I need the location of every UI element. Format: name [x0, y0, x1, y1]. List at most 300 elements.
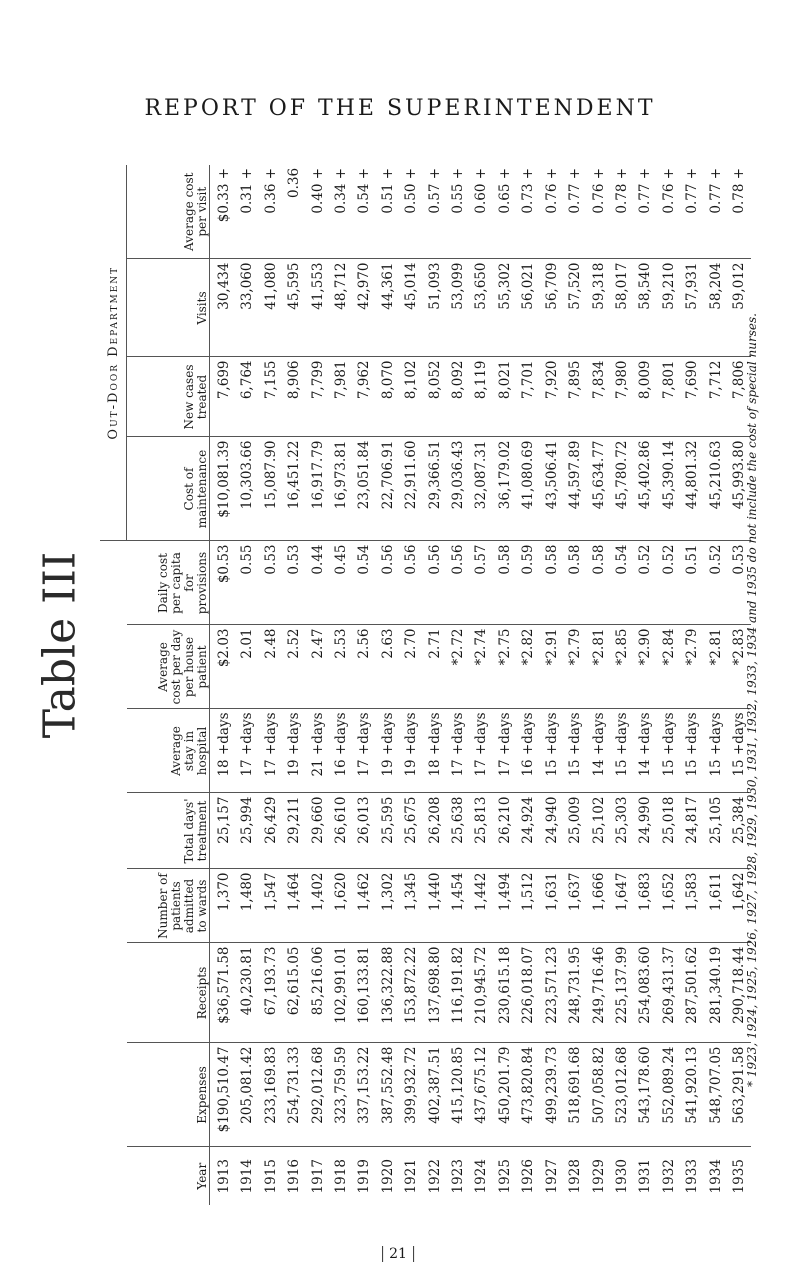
table-cell: 541,920.13 — [681, 1043, 704, 1147]
table-row — [517, 165, 540, 1205]
table-cell: 7,962 — [353, 357, 376, 437]
table-cell: 1,620 — [330, 869, 353, 943]
table-cell: 25,303 — [611, 793, 634, 869]
table-cell: 0.77 + — [567, 167, 584, 214]
table-cell: 290,718.44 — [728, 943, 751, 1043]
table-cell: 0.76 + — [660, 167, 677, 214]
table-cell: 40,230.81 — [236, 943, 259, 1043]
table-cell: 116,191.82 — [447, 943, 470, 1043]
statistics-table — [100, 165, 751, 1205]
table-cell: 2.53 — [330, 625, 353, 709]
table-cell: 0.34 + — [333, 167, 350, 214]
table-cell: 7,834 — [588, 357, 611, 437]
table-cell: 543,178.60 — [634, 1043, 657, 1147]
table-cell: 437,675.12 — [470, 1043, 493, 1147]
table-cell: 53,650 — [470, 259, 493, 357]
table-cell: 24,940 — [541, 793, 564, 869]
table-cell: 0.77 + — [707, 167, 724, 214]
table-cell: 51,093 — [424, 259, 447, 357]
table-cell: 0.54 — [611, 541, 634, 625]
table-cell: 44,597.89 — [564, 437, 587, 541]
table-cell: 399,932.72 — [400, 1043, 423, 1147]
table-cell: 25,994 — [236, 793, 259, 869]
table-cell: 499,239.73 — [541, 1043, 564, 1147]
table-cell: $0.53 — [210, 541, 237, 625]
table-cell: *2.91 — [541, 625, 564, 709]
table-cell: 7,701 — [517, 357, 540, 437]
table-cell: 323,759.59 — [330, 1043, 353, 1147]
table-cell: 0.58 — [588, 541, 611, 625]
table-cell: 8,092 — [447, 357, 470, 437]
table-cell: 16 +days — [517, 709, 540, 793]
table-cell: 25,102 — [588, 793, 611, 869]
table-cell: 7,699 — [210, 357, 237, 437]
table-cell: 0.60 + — [473, 167, 490, 214]
table-cell: 1930 — [611, 1147, 634, 1205]
table-cell: 0.53 — [283, 541, 306, 625]
table-cell: 0.53 — [260, 541, 283, 625]
table-row — [283, 165, 306, 1205]
table-cell: 21 +days — [307, 709, 330, 793]
table-cell: *2.85 — [611, 625, 634, 709]
table-cell: 1,611 — [705, 869, 728, 943]
table-cell: 62,615.05 — [283, 943, 306, 1043]
table-cell: 30,434 — [210, 259, 237, 357]
table-row — [611, 165, 634, 1205]
table-cell: 25,018 — [658, 793, 681, 869]
table-cell: 1,302 — [377, 869, 400, 943]
table-cell: 7,920 — [541, 357, 564, 437]
col-visits: Visits — [127, 259, 210, 357]
table-cell: $190,510.47 — [210, 1043, 237, 1147]
table-cell: 45,014 — [400, 259, 423, 357]
table-cell: 0.56 — [424, 541, 447, 625]
table-cell: 1,464 — [283, 869, 306, 943]
table-cell: 26,208 — [424, 793, 447, 869]
table-cell: 0.76 + — [543, 167, 560, 214]
table-cell: 26,013 — [353, 793, 376, 869]
table-cell: 1921 — [400, 1147, 423, 1205]
table-cell: 0.55 + — [450, 167, 467, 214]
table-cell: 226,018.07 — [517, 943, 540, 1043]
table-cell: 29,211 — [283, 793, 306, 869]
table-cell: 15 +days — [564, 709, 587, 793]
table-cell: 7,895 — [564, 357, 587, 437]
table-cell: 0.51 — [681, 541, 704, 625]
table-cell: 25,384 — [728, 793, 751, 869]
table-cell: 0.53 — [728, 541, 751, 625]
table-row — [634, 165, 657, 1205]
table-cell: 0.77 + — [684, 167, 701, 214]
table-cell: 0.40 + — [309, 167, 326, 214]
table-cell: 16,917.79 — [307, 437, 330, 541]
table-cell: 17 +days — [236, 709, 259, 793]
table-cell: 0.54 + — [356, 167, 373, 214]
col-new-cases: New cases treated — [127, 357, 210, 437]
table-cell: 14 +days — [634, 709, 657, 793]
table-cell: 8,102 — [400, 357, 423, 437]
table-cell: 254,731.33 — [283, 1043, 306, 1147]
table-cell: 56,709 — [541, 259, 564, 357]
table-cell: 230,615.18 — [494, 943, 517, 1043]
table-cell: 0.36 — [286, 167, 303, 199]
table-cell: 1,647 — [611, 869, 634, 943]
table-cell: 1,637 — [564, 869, 587, 943]
table-cell: 29,366.51 — [424, 437, 447, 541]
table-cell: 36,179.02 — [494, 437, 517, 541]
table-cell: 548,707.05 — [705, 1043, 728, 1147]
table-cell: 6,764 — [236, 357, 259, 437]
table-cell: 1,462 — [353, 869, 376, 943]
table-cell: 1922 — [424, 1147, 447, 1205]
table-cell: 1923 — [447, 1147, 470, 1205]
table-cell: 1916 — [283, 1147, 306, 1205]
footnote: * 1923, 1924, 1925, 1926, 1927, 1928, 1929, 1930, 1931, 1932, 1933, 1934 and 1935 do not include the cost of special nurses. — [745, 313, 759, 1087]
table-cell: 41,553 — [307, 259, 330, 357]
table-cell: 1,666 — [588, 869, 611, 943]
table-cell: 15 +days — [658, 709, 681, 793]
table-cell: 8,021 — [494, 357, 517, 437]
col-expenses: Expenses — [127, 1043, 210, 1147]
table-cell: 25,813 — [470, 793, 493, 869]
table-cell: 22,706.91 — [377, 437, 400, 541]
table-cell: *2.79 — [564, 625, 587, 709]
table-cell: 2.70 — [400, 625, 423, 709]
table-row — [588, 165, 611, 1205]
table-cell: 24,924 — [517, 793, 540, 869]
table-cell: 17 +days — [494, 709, 517, 793]
table-cell: *2.74 — [470, 625, 493, 709]
table-cell: 1926 — [517, 1147, 540, 1205]
table-cell: 507,058.82 — [588, 1043, 611, 1147]
table-cell: 8,009 — [634, 357, 657, 437]
table-cell: 1913 — [210, 1147, 237, 1205]
table-cell: 0.45 — [330, 541, 353, 625]
table-row — [681, 165, 704, 1205]
table-cell: 1,631 — [541, 869, 564, 943]
outdoor-department-header: Out-Door Department — [100, 165, 127, 541]
table-cell: 210,945.72 — [470, 943, 493, 1043]
table-cell: 1933 — [681, 1147, 704, 1205]
table-row — [541, 165, 564, 1205]
table-cell: 15 +days — [611, 709, 634, 793]
col-visit-cost: Average cost per visit — [127, 165, 210, 259]
table-cell: 2.71 — [424, 625, 447, 709]
table-cell: 1,370 — [210, 869, 237, 943]
table-cell: 1,652 — [658, 869, 681, 943]
table-cell: 0.58 — [564, 541, 587, 625]
table-cell: 23,051.84 — [353, 437, 376, 541]
table-cell: 523,012.68 — [611, 1043, 634, 1147]
table-cell: 26,210 — [494, 793, 517, 869]
table-cell: 1918 — [330, 1147, 353, 1205]
table-cell: 0.31 + — [239, 167, 256, 214]
table-cell: 7,155 — [260, 357, 283, 437]
table-cell: *2.75 — [494, 625, 517, 709]
table-cell: 1929 — [588, 1147, 611, 1205]
table-cell: 25,675 — [400, 793, 423, 869]
table-title: Table III — [34, 551, 86, 739]
table-cell: 225,137.99 — [611, 943, 634, 1043]
table-cell: 2.56 — [353, 625, 376, 709]
table-cell: 552,089.24 — [658, 1043, 681, 1147]
table-cell: 287,501.62 — [681, 943, 704, 1043]
table-cell: 19 +days — [377, 709, 400, 793]
table-cell: 8,070 — [377, 357, 400, 437]
table-cell: 41,080 — [260, 259, 283, 357]
table-cell: 0.78 + — [613, 167, 630, 214]
table-cell: 1931 — [634, 1147, 657, 1205]
table-row — [236, 165, 259, 1205]
col-cost-day: Average cost per day per house patient — [127, 625, 210, 709]
table-cell: 18 +days — [210, 709, 237, 793]
table-cell: 44,361 — [377, 259, 400, 357]
table-cell: 248,731.95 — [564, 943, 587, 1043]
table-cell: 45,210.63 — [705, 437, 728, 541]
table-cell: 16 +days — [330, 709, 353, 793]
table-cell: 16,973.81 — [330, 437, 353, 541]
rotated-table-area — [100, 165, 747, 1205]
table-cell: 7,806 — [728, 357, 751, 437]
table-row — [564, 165, 587, 1205]
table-cell: 223,571.23 — [541, 943, 564, 1043]
table-cell: $0.33 + — [216, 167, 232, 223]
table-cell: 15 +days — [728, 709, 751, 793]
table-cell: 1,480 — [236, 869, 259, 943]
table-cell: 33,060 — [236, 259, 259, 357]
table-cell: 25,105 — [705, 793, 728, 869]
table-row — [307, 165, 330, 1205]
table-cell: 57,931 — [681, 259, 704, 357]
table-cell: 25,157 — [210, 793, 237, 869]
table-cell: 56,021 — [517, 259, 540, 357]
table-cell: 1928 — [564, 1147, 587, 1205]
table-cell: 43,506.41 — [541, 437, 564, 541]
table-cell: 137,698.80 — [424, 943, 447, 1043]
table-cell: 0.59 — [517, 541, 540, 625]
table-cell: 15 +days — [705, 709, 728, 793]
table-cell: 450,201.79 — [494, 1043, 517, 1147]
table-cell: 85,216.06 — [307, 943, 330, 1043]
table-cell: 0.51 + — [379, 167, 396, 214]
table-cell: 1,402 — [307, 869, 330, 943]
table-cell: 22,911.60 — [400, 437, 423, 541]
table-cell: 18 +days — [424, 709, 447, 793]
table-cell: 45,993.80 — [728, 437, 751, 541]
table-cell: 8,906 — [283, 357, 306, 437]
table-cell: 0.58 — [494, 541, 517, 625]
col-cost-provisions: Daily cost per capita for provisions — [127, 541, 210, 625]
table-cell: 15,087.90 — [260, 437, 283, 541]
table-cell: 59,012 — [728, 259, 751, 357]
col-days: Total days' treatment — [127, 793, 210, 869]
table-cell: 32,087.31 — [470, 437, 493, 541]
table-cell: 0.58 — [541, 541, 564, 625]
table-row — [400, 165, 423, 1205]
table-cell: 269,431.37 — [658, 943, 681, 1043]
table-cell: 57,520 — [564, 259, 587, 357]
table-cell: 0.56 — [447, 541, 470, 625]
page-number: 21 — [382, 1246, 414, 1262]
table-cell: *2.81 — [705, 625, 728, 709]
table-cell: 26,610 — [330, 793, 353, 869]
table-cell: 7,690 — [681, 357, 704, 437]
table-cell: 25,595 — [377, 793, 400, 869]
table-row — [210, 165, 237, 1205]
table-cell: 153,872.22 — [400, 943, 423, 1043]
table-cell: 0.36 + — [262, 167, 279, 214]
table-cell: 2.52 — [283, 625, 306, 709]
table-cell: 0.56 — [377, 541, 400, 625]
rotated-table — [100, 165, 747, 1205]
table-cell: 10,303.66 — [236, 437, 259, 541]
table-cell: 2.47 — [307, 625, 330, 709]
table-cell: 249,716.46 — [588, 943, 611, 1043]
table-cell: 473,820.84 — [517, 1043, 540, 1147]
table-cell: 25,009 — [564, 793, 587, 869]
table-cell: 16,451.22 — [283, 437, 306, 541]
table-cell: 45,780.72 — [611, 437, 634, 541]
table-row — [377, 165, 400, 1205]
col-avg-stay: Average stay in hospital — [127, 709, 210, 793]
table-cell: 1919 — [353, 1147, 376, 1205]
table-row — [470, 165, 493, 1205]
table-cell: 8,119 — [470, 357, 493, 437]
table-cell: 26,429 — [260, 793, 283, 869]
table-cell: 25,638 — [447, 793, 470, 869]
table-cell: 0.65 + — [496, 167, 513, 214]
table-cell: $36,571.58 — [210, 943, 237, 1043]
table-cell: 292,012.68 — [307, 1043, 330, 1147]
table-row — [330, 165, 353, 1205]
table-cell: 281,340.19 — [705, 943, 728, 1043]
table-cell: 0.44 — [307, 541, 330, 625]
table-row — [353, 165, 376, 1205]
table-cell: 45,390.14 — [658, 437, 681, 541]
table-cell: 402,387.51 — [424, 1043, 447, 1147]
table-cell: 0.52 — [634, 541, 657, 625]
table-cell: 2.63 — [377, 625, 400, 709]
table-cell: 55,302 — [494, 259, 517, 357]
table-row — [658, 165, 681, 1205]
table-cell: 17 +days — [353, 709, 376, 793]
col-receipts: Receipts — [127, 943, 210, 1043]
table-cell: 0.78 + — [730, 167, 747, 214]
table-cell: 42,970 — [353, 259, 376, 357]
table-cell: 1915 — [260, 1147, 283, 1205]
table-cell: 24,817 — [681, 793, 704, 869]
table-cell: *2.82 — [517, 625, 540, 709]
col-year: Year — [127, 1147, 210, 1205]
table-row — [705, 165, 728, 1205]
table-cell: 1932 — [658, 1147, 681, 1205]
table-cell: 1935 — [728, 1147, 751, 1205]
table-cell: 45,595 — [283, 259, 306, 357]
table-cell: 59,210 — [658, 259, 681, 357]
table-cell: 7,801 — [658, 357, 681, 437]
table-cell: 0.57 — [470, 541, 493, 625]
table-cell: 58,204 — [705, 259, 728, 357]
table-cell: 44,801.32 — [681, 437, 704, 541]
table-cell: 1920 — [377, 1147, 400, 1205]
table-cell: 1934 — [705, 1147, 728, 1205]
table-cell: 0.77 + — [637, 167, 654, 214]
table-cell: 1924 — [470, 1147, 493, 1205]
table-body — [210, 165, 752, 1205]
table-cell: 160,133.81 — [353, 943, 376, 1043]
table-cell: 0.55 — [236, 541, 259, 625]
table-cell: 53,099 — [447, 259, 470, 357]
table-cell: 7,980 — [611, 357, 634, 437]
table-cell: 1,683 — [634, 869, 657, 943]
table-cell: 1927 — [541, 1147, 564, 1205]
table-cell: *2.84 — [658, 625, 681, 709]
table-cell: 518,691.68 — [564, 1043, 587, 1147]
table-cell: 67,193.73 — [260, 943, 283, 1043]
table-cell: 254,083.60 — [634, 943, 657, 1043]
table-cell: 19 +days — [283, 709, 306, 793]
table-row — [424, 165, 447, 1205]
table-cell: 45,634.77 — [588, 437, 611, 541]
table-cell: 0.73 + — [520, 167, 537, 214]
table-cell: 2.48 — [260, 625, 283, 709]
table-cell: 15 +days — [681, 709, 704, 793]
table-cell: 1917 — [307, 1147, 330, 1205]
table-cell: *2.90 — [634, 625, 657, 709]
table-cell: $2.03 — [210, 625, 237, 709]
table-cell: 19 +days — [400, 709, 423, 793]
table-cell: 0.50 + — [403, 167, 420, 214]
table-cell: 233,169.83 — [260, 1043, 283, 1147]
table-cell: 387,552.48 — [377, 1043, 400, 1147]
table-cell: *2.79 — [681, 625, 704, 709]
table-cell: 0.52 — [658, 541, 681, 625]
table-cell: 205,081.42 — [236, 1043, 259, 1147]
table-cell: 14 +days — [588, 709, 611, 793]
table-cell: *2.81 — [588, 625, 611, 709]
table-cell: *2.72 — [447, 625, 470, 709]
page-header: REPORT OF THE SUPERINTENDENT — [144, 96, 656, 121]
table-cell: *2.83 — [728, 625, 751, 709]
table-cell: 0.76 + — [590, 167, 607, 214]
table-cell: 102,991.01 — [330, 943, 353, 1043]
table-cell: 7,712 — [705, 357, 728, 437]
table-cell: 1,642 — [728, 869, 751, 943]
table-row — [260, 165, 283, 1205]
table-cell: 1914 — [236, 1147, 259, 1205]
table-cell: 48,712 — [330, 259, 353, 357]
table-cell: 29,036.43 — [447, 437, 470, 541]
table-cell: 41,080.69 — [517, 437, 540, 541]
table-cell: 1,512 — [517, 869, 540, 943]
table-cell: 1,583 — [681, 869, 704, 943]
table-row — [494, 165, 517, 1205]
table-cell: 17 +days — [470, 709, 493, 793]
table-cell: 0.52 — [705, 541, 728, 625]
table-cell: 17 +days — [260, 709, 283, 793]
table-cell: 17 +days — [447, 709, 470, 793]
table-cell: 0.54 — [353, 541, 376, 625]
table-cell: 7,799 — [307, 357, 330, 437]
table-cell: 1,345 — [400, 869, 423, 943]
table-cell: 24,990 — [634, 793, 657, 869]
table-cell: 58,017 — [611, 259, 634, 357]
table-cell: 1,547 — [260, 869, 283, 943]
table-cell: 0.56 — [400, 541, 423, 625]
table-cell: 337,153.22 — [353, 1043, 376, 1147]
table-cell: 1,454 — [447, 869, 470, 943]
table-cell: 2.01 — [236, 625, 259, 709]
